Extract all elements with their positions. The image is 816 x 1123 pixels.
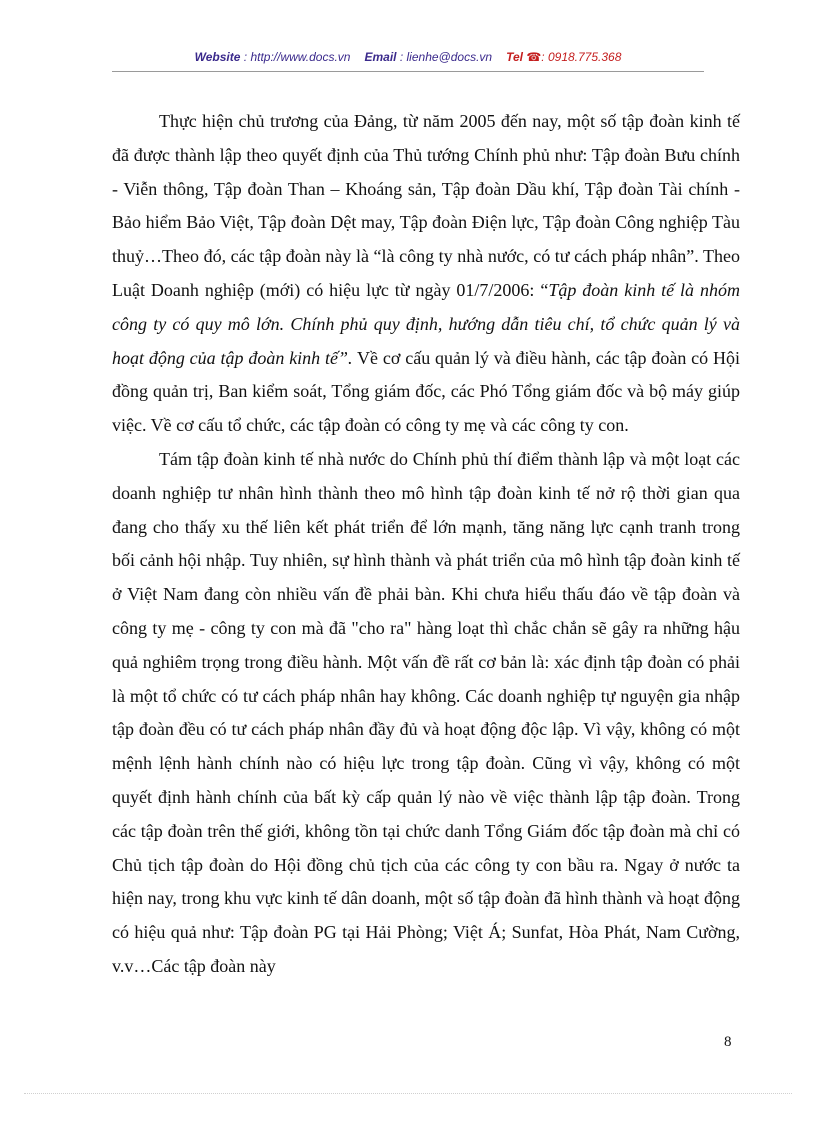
footer-divider [24, 1093, 792, 1094]
paragraph-1 [112, 105, 740, 443]
email-link[interactable]: lienhe@docs.vn [406, 50, 493, 64]
page-header [0, 50, 816, 64]
paragraph-2: Tám tập đoàn kinh tế nhà nước do Chính phủ thí điểm thành lập và một loạt các doanh nghiệp tư nhân hình thành theo mô hình tập đoàn kinh tế nở rộ thời gian qua đang cho thấy xu thế liên kết phát triển để lớn mạnh, tăng năng lực cạnh tranh trong bối cảnh hội nhập. Tuy nhiên, sự hình thành và phát triển của mô hình tập đoàn kinh tế ở Việt Nam đang còn nhiều vấn đề phải bàn. Khi chưa hiểu thấu đáo về tập đoàn và công ty mẹ - công ty con mà đã "cho ra" hàng loạt thì chắc chắn sẽ gây ra những hậu quả nghiêm trọng trong điều hành. Một vấn đề rất cơ bản là: xác định tập đoàn có phải là một tổ chức có tư cách pháp nhân hay không. Các doanh nghiệp tự nguyện gia nhập tập đoàn đều có tư cách pháp nhân đầy đủ và hoạt động độc lập. Vì vậy, không có một mệnh lệnh hành chính nào có hiệu lực trong tập đoàn. Cũng vì vậy, không có một quyết định hành chính của bất kỳ cấp quản lý nào về việc thành lập tập đoàn. Trong các tập đoàn trên thế giới, không tồn tại chức danh Tổng Giám đốc tập đoàn mà chỉ có Chủ tịch tập đoàn do Hội đồng chủ tịch của các công ty con bầu ra. Ngay ở nước ta hiện nay, trong khu vực kinh tế dân doanh, một số tập đoàn đã hình thành và hoạt động có hiệu quả như: Tập đoàn PG tại Hải Phòng; Việt Á; Sunfat, Hòa Phát, Nam Cường, v.v…Các tập đoàn này [112, 448, 740, 976]
page-number: 8 [724, 1034, 732, 1050]
paragraph-1-text-a: Thực hiện chủ trương của Đảng, từ năm 2005 đến nay, một số tập đoàn kinh tế đã được thành lập theo quyết định của Thủ tướng Chính phủ như: Tập đoàn Bưu chính - Viễn thông, Tập đoàn Than – Khoáng sản, Tập đoàn Dầu khí, Tập đoàn Tài chính - Bảo hiểm Bảo Việt, Tập đoàn Dệt may, Tập đoàn Điện lực, Tập đoàn Công nghiệp Tàu thuỷ…Theo đó, các tập đoàn này là “là công ty nhà nước, có tư cách pháp nhân”. Theo Luật Doanh nghiệp (mới) có hiệu lực từ ngày 01/7/2006: “ [112, 111, 740, 300]
phone-icon: ☎ [526, 50, 542, 64]
tel-label: Tel [506, 50, 523, 64]
paragraph-1-text-b: Về cơ cấu quản lý và điều hành, các tập đoàn có Hội đồng quản trị, Ban kiểm soát, Tổng giám đốc, các Phó Tổng giám đốc và bộ máy giúp việc. Về cơ cấu tổ chức, các tập đoàn có công ty mẹ và các công ty con. [112, 347, 741, 436]
header-divider [112, 71, 704, 72]
email-label: Email [364, 50, 397, 64]
paragraph-1-italic-quote: Tập đoàn kinh tế là nhóm công ty có quy mô lớn. Chính phủ quy định, hướng dẫn tiêu chí, tổ chức quản lý và hoạt động của tập đoàn kinh tế”. [112, 279, 740, 368]
email-separator: : [396, 50, 407, 64]
website-link[interactable]: http://www.docs.vn [250, 50, 351, 64]
document-body [112, 105, 740, 984]
website-separator: : [240, 50, 251, 64]
website-label: Website [194, 50, 241, 64]
tel-number: : 0918.775.368 [541, 50, 622, 64]
